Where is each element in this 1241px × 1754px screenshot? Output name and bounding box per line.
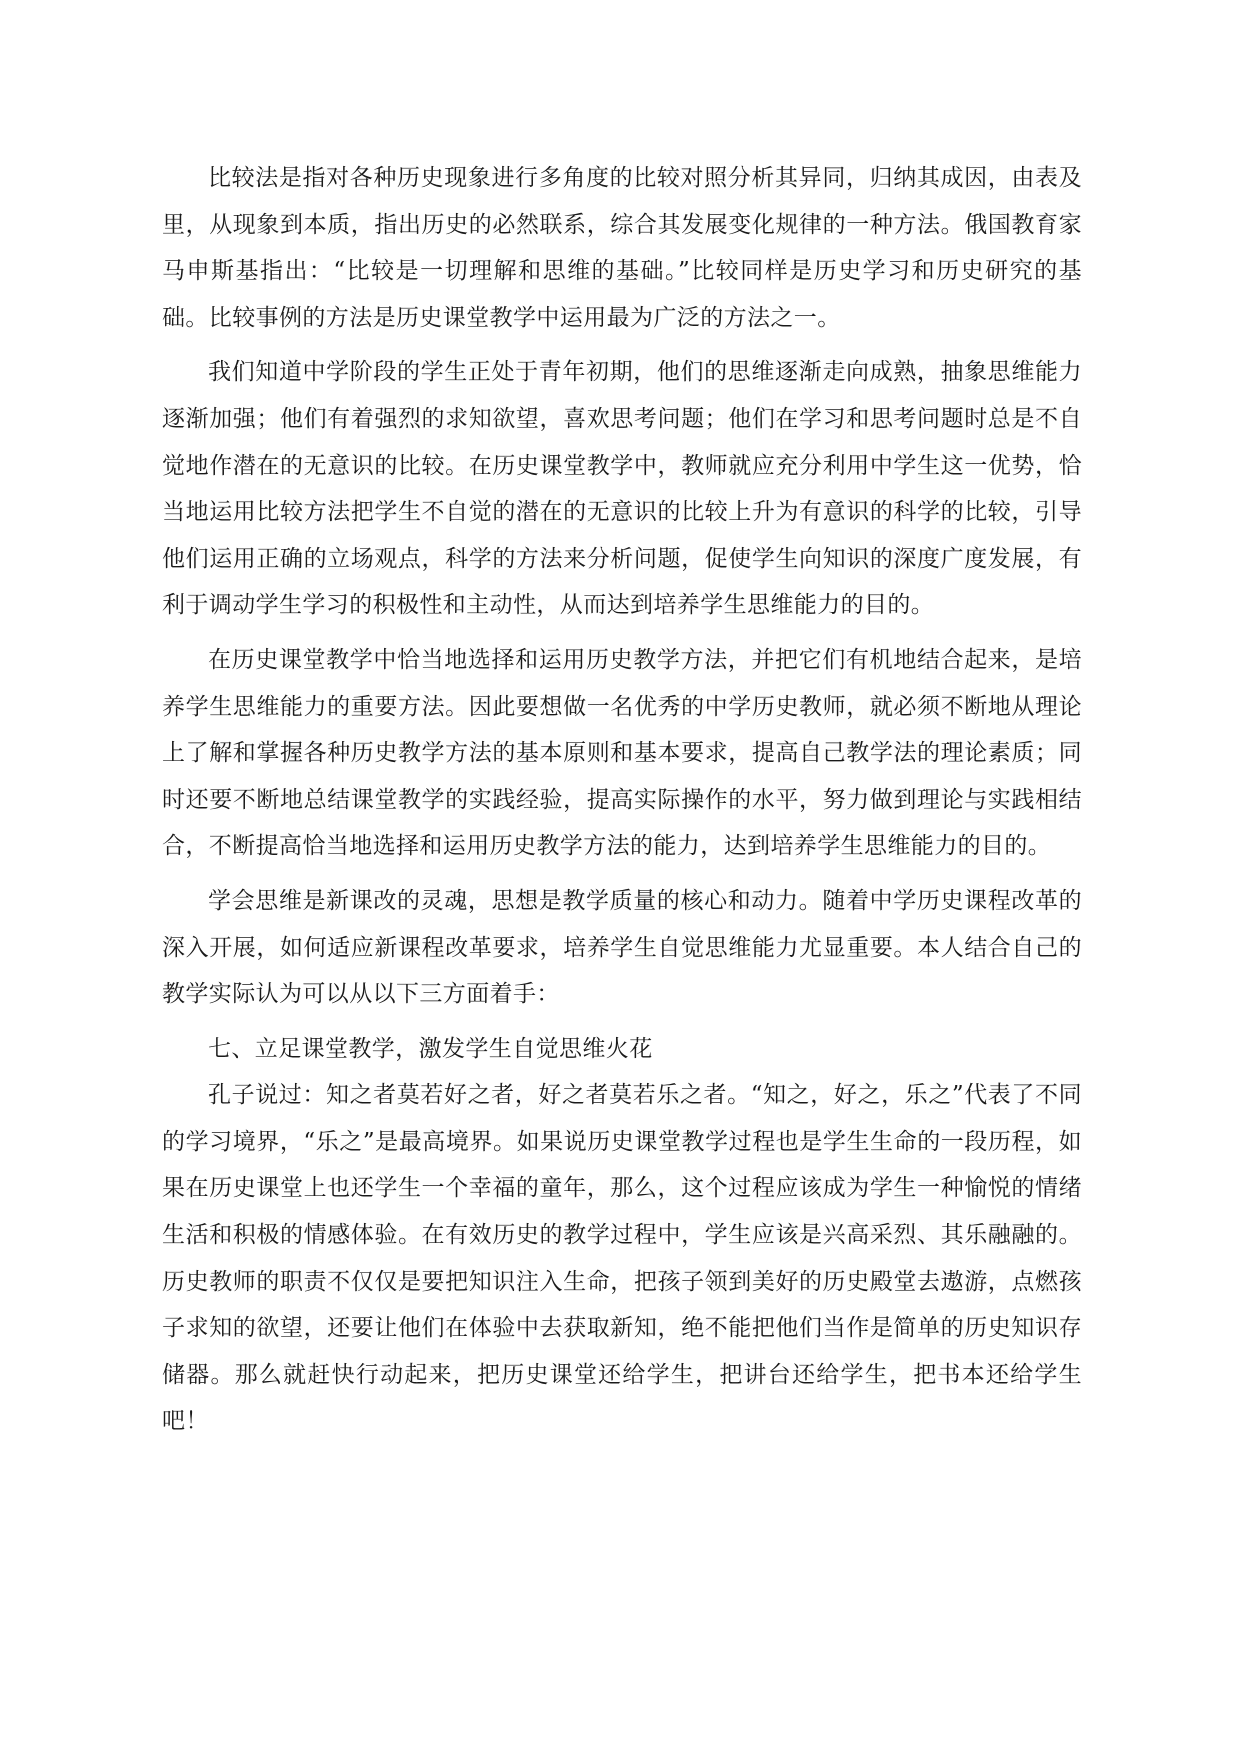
paragraph-confucius: 孔子说过：知之者莫若好之者，好之者莫若乐之者。“知之，好之，乐之”代表了不同的学习境界，“乐之”是最高境界。如果说历史课堂教学过程也是学生生命的一段历程，如果在历史课堂上也还学生一个幸福的童年，那么，这个过程应该成为学生一种愉悦的情绪生活和积极的情感体验。在有效历史的教学过程中，学生应该是兴高采烈、其乐融融的。历史教师的职责不仅仅是要把知识注入生命，把孩子领到美好的历史殿堂去遨游，点燃孩子求知的欲望，还要让他们在体验中去获取新知，绝不能把他们当作是简单的历史知识存储器。那么就赶快行动起来，把历史课堂还给学生，把讲台还给学生，把书本还给学生吧！: [162, 1082, 1082, 1435]
paragraph-curriculum-reform: 学会思维是新课改的灵魂，思想是教学质量的核心和动力。随着中学历史课程改革的深入开展，如何适应新课程改革要求，培养学生自觉思维能力尤显重要。本人结合自己的教学实际认为可以从以下三方面着手：: [162, 887, 1082, 1008]
paragraph-comparison-method: 比较法是指对各种历史现象进行多角度的比较对照分析其异同，归纳其成因，由表及里，从现象到本质，指出历史的必然联系，综合其发展变化规律的一种方法。俄国教育家马申斯基指出：“比较是一切理解和思维的基础。”比较同样是历史学习和历史研究的基础。比较事例的方法是历史课堂教学中运用最为广泛的方法之一。: [162, 165, 1082, 331]
document-body: [162, 155, 1082, 1453]
section-heading: 七、立足课堂教学，激发学生自觉思维火花: [208, 1035, 653, 1062]
paragraph-student-thinking: 我们知道中学阶段的学生正处于青年初期，他们的思维逐渐走向成熟，抽象思维能力逐渐加强；他们有着强烈的求知欲望，喜欢思考问题；他们在学习和思考问题时总是不自觉地作潜在的无意识的比较。在历史课堂教学中，教师就应充分利用中学生这一优势，恰当地运用比较方法把学生不自觉的潜在的无意识的比较上升为有意识的科学的比较，引导他们运用正确的立场观点，科学的方法来分析问题，促使学生向知识的深度广度发展，有利于调动学生学习的积极性和主动性，从而达到培养学生思维能力的目的。: [162, 359, 1082, 619]
paragraph-teaching-methods: 在历史课堂教学中恰当地选择和运用历史教学方法，并把它们有机地结合起来，是培养学生思维能力的重要方法。因此要想做一名优秀的中学历史教师，就必须不断地从理论上了解和掌握各种历史教学方法的基本原则和基本要求，提高自己教学法的理论素质；同时还要不断地总结课堂教学的实践经验，提高实际操作的水平，努力做到理论与实践相结合，不断提高恰当地选择和运用历史教学方法的能力，达到培养学生思维能力的目的。: [162, 646, 1082, 860]
